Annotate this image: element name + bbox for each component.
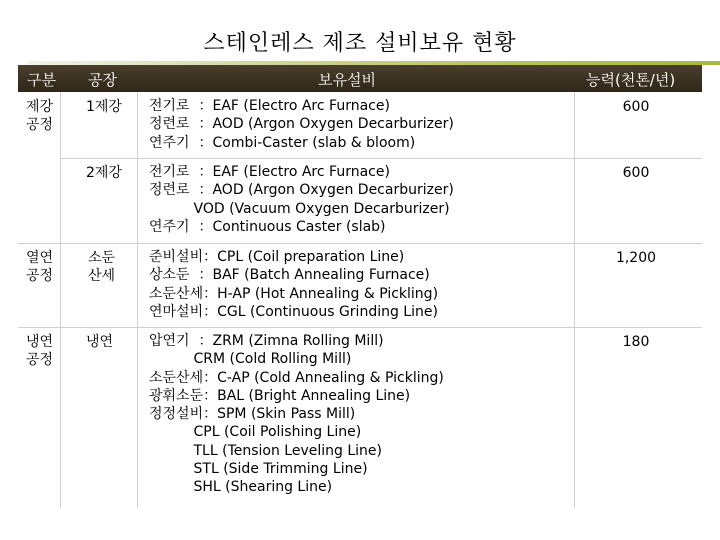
- row-category: 제강 공정: [26, 99, 54, 133]
- grid-line: [18, 327, 702, 328]
- header-plant: 공장: [88, 71, 117, 89]
- row-equipment: 전기로 ：EAF (Electro Arc Furnace) 정련로 ：AOD (Argon Oxygen Decarburizer) VOD (Vacuum Oxygen Decarburizer) 연주기 ：Continuous Caster (slab): [149, 164, 454, 235]
- grid-line: [137, 92, 138, 508]
- slide-title: 스테인레스 제조 설비보유 현황: [203, 31, 517, 56]
- row-capacity: 600: [622, 165, 650, 181]
- row-capacity: 1,200: [615, 250, 657, 266]
- row-capacity: 600: [622, 99, 650, 115]
- row-plant: 소둔 산세: [88, 250, 116, 284]
- row-equipment: 전기로 ：EAF (Electro Arc Furnace) 정련로 ：AOD (Argon Oxygen Decarburizer) 연주기 ：Combi-Caster (slab & bloom): [149, 98, 454, 151]
- row-plant: 냉연: [86, 334, 114, 350]
- row-category: 열연 공정: [26, 250, 54, 284]
- row-equipment: 준비설비：CPL (Coil preparation Line) 상소둔 ：BAF (Batch Annealing Furnace) 소둔산세：H-AP (Hot Annealing & Pickling) 연마설비：CGL (Continuous Grinding Line): [149, 249, 439, 320]
- row-capacity: 180: [622, 334, 650, 350]
- row-category: 냉연 공정: [26, 334, 54, 368]
- header-capacity: 능력(천톤/년): [586, 71, 676, 89]
- header-equipment: 보유설비: [318, 71, 376, 89]
- header-category: 구분: [27, 71, 56, 89]
- row-equipment: 압연기 ：ZRM (Zimna Rolling Mill) CRM (Cold Rolling Mill) 소둔산세：C-AP (Cold Annealing & Pickling) 광휘소둔：BAL (Bright Annealing Line) 정정설비：SPM (Skin Pass Mill) CPL (Coil Polishing Line) TLL (Tension Leveling Line) STL (Side Trimming Line) SHL (Shearing Line): [149, 333, 444, 496]
- grid-line: [18, 243, 702, 244]
- grid-line: [60, 92, 61, 508]
- row-plant: 2제강: [86, 165, 122, 181]
- table-header: [18, 65, 702, 92]
- row-plant: 1제강: [86, 99, 122, 115]
- grid-line: [574, 92, 575, 508]
- grid-line: [60, 158, 702, 159]
